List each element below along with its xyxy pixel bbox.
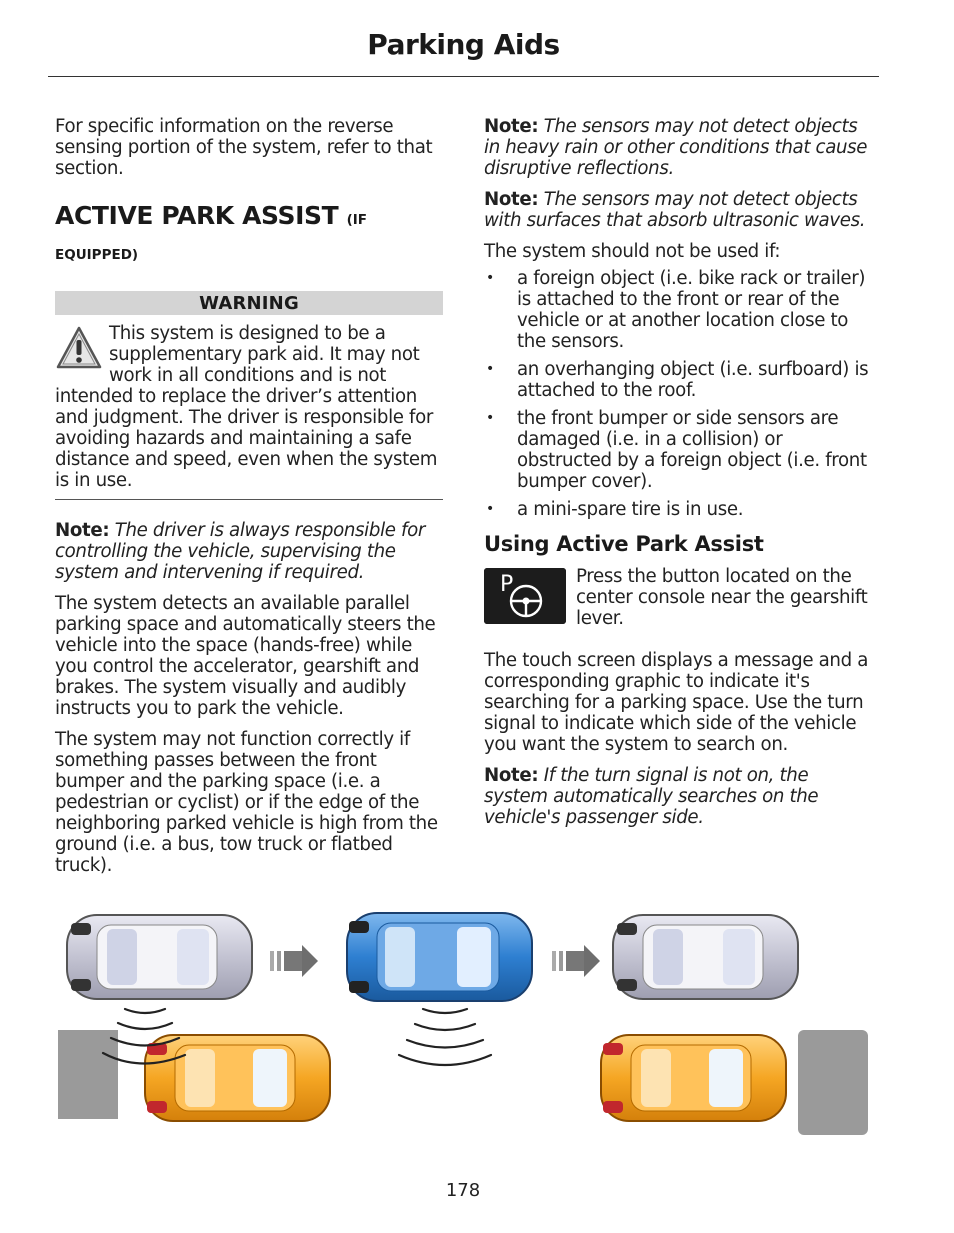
section-heading-active-park-assist	[55, 201, 443, 235]
list-item	[484, 408, 872, 492]
list-item	[484, 268, 872, 352]
not-used-list	[484, 268, 872, 520]
paragraph-system-detects: The system detects an available parallel parking space and automatically steers the vehicle into the space (hands-free) while you control the accelerator, gearshift and brakes. The system visually and audibly instructs you to park the vehicle.	[55, 593, 436, 719]
warning-body	[55, 323, 443, 491]
section-heading-suffix: (IF	[346, 212, 368, 228]
silver-car-parked	[613, 915, 798, 999]
list-item-text: the front bumper or side sensors are damaged (i.e. in a collision) or obstructed by a foreign object (i.e. front bumper cover).	[517, 408, 867, 492]
left-column	[55, 116, 443, 886]
note-turn-signal	[484, 765, 872, 828]
note-text: The sensors may not detect objects in heavy rain or other conditions that cause disruptive reflections.	[484, 116, 868, 179]
orange-parked-car-1	[145, 1035, 330, 1121]
list-item-text: a mini-spare tire is in use.	[517, 499, 744, 520]
bullet-icon: •	[486, 270, 494, 286]
section-heading-text: ACTIVE PARK ASSIST	[55, 201, 339, 230]
note-ultrasonic	[484, 189, 872, 231]
sensor-waves-2	[399, 1009, 491, 1065]
note-text: If the turn signal is not on, the system automatically searches on the vehicle's passenger side.	[484, 765, 819, 828]
list-item-text: an overhanging object (i.e. surfboard) is attached to the roof.	[517, 359, 869, 401]
note-label: Note:	[484, 765, 539, 786]
warning-box	[55, 291, 443, 500]
park-button-row	[484, 566, 872, 650]
orange-parked-car-2	[601, 1035, 786, 1121]
note-text: The driver is always responsible for controlling the vehicle, supervising the system and intervening if required.	[55, 520, 426, 583]
list-item	[484, 359, 872, 401]
warning-triangle-icon	[55, 325, 103, 371]
bullet-icon: •	[486, 410, 494, 426]
warning-text: This system is designed to be a supplementary park aid. It may not work in all conditions and is not intended to replace the driver’s attention and judgment. The driver is responsible for avoiding hazards and maintaining a safe distance and speed, even when the system is in use.	[55, 323, 438, 491]
not-used-intro: The system should not be used if:	[484, 241, 781, 262]
right-column	[484, 116, 872, 838]
list-item-text: a foreign object (i.e. bike rack or trailer) is attached to the front or rear of the vehicle or at another location close to the sensors.	[517, 268, 866, 352]
warning-header: WARNING	[55, 291, 443, 315]
paragraph-may-not-function: The system may not function correctly if something passes between the front bumper and the parking space (i.e. a pedestrian or cyclist) or if the edge of the neighboring parked vehicle is high from the ground (i.e. a bus, tow truck or flatbed truck).	[55, 729, 438, 876]
list-item	[484, 499, 872, 520]
section-heading-equipped: EQUIPPED)	[55, 247, 139, 263]
note-label: Note:	[55, 520, 110, 541]
intro-paragraph: For specific information on the reverse sensing portion of the system, refer to that section.	[55, 116, 433, 179]
page-number: 178	[445, 1180, 481, 1201]
note-label: Note:	[484, 189, 539, 210]
note-label: Note:	[484, 116, 539, 137]
using-active-park-assist-heading: Using Active Park Assist	[484, 532, 764, 556]
blue-car-parking	[347, 913, 532, 1001]
parking-sequence-illustration	[55, 905, 870, 1135]
curb-right	[798, 1030, 868, 1135]
sequence-arrow-1	[270, 945, 318, 977]
page-title: Parking Aids	[367, 28, 560, 61]
bullet-icon: •	[486, 501, 494, 517]
note-text: The sensors may not detect objects with surfaces that absorb ultrasonic waves.	[484, 189, 866, 231]
park-assist-button-icon	[484, 568, 566, 624]
park-button-glyph: P	[500, 572, 514, 597]
note-heavy-rain	[484, 116, 872, 179]
warning-divider	[55, 499, 443, 500]
bullet-icon: •	[486, 361, 494, 377]
park-button-instructions: Press the button located on the center console near the gearshift lever.	[576, 566, 868, 629]
curb-left-white	[58, 1119, 118, 1135]
sequence-arrow-2	[552, 945, 600, 977]
paragraph-touch-screen: The touch screen displays a message and a corresponding graphic to indicate it's searching for a parking space. Use the turn signal to indicate which side of the vehicle you want the system to search on.	[484, 650, 869, 755]
title-divider	[48, 76, 879, 77]
note-driver-responsible	[55, 520, 443, 583]
silver-car-searching	[67, 915, 252, 999]
